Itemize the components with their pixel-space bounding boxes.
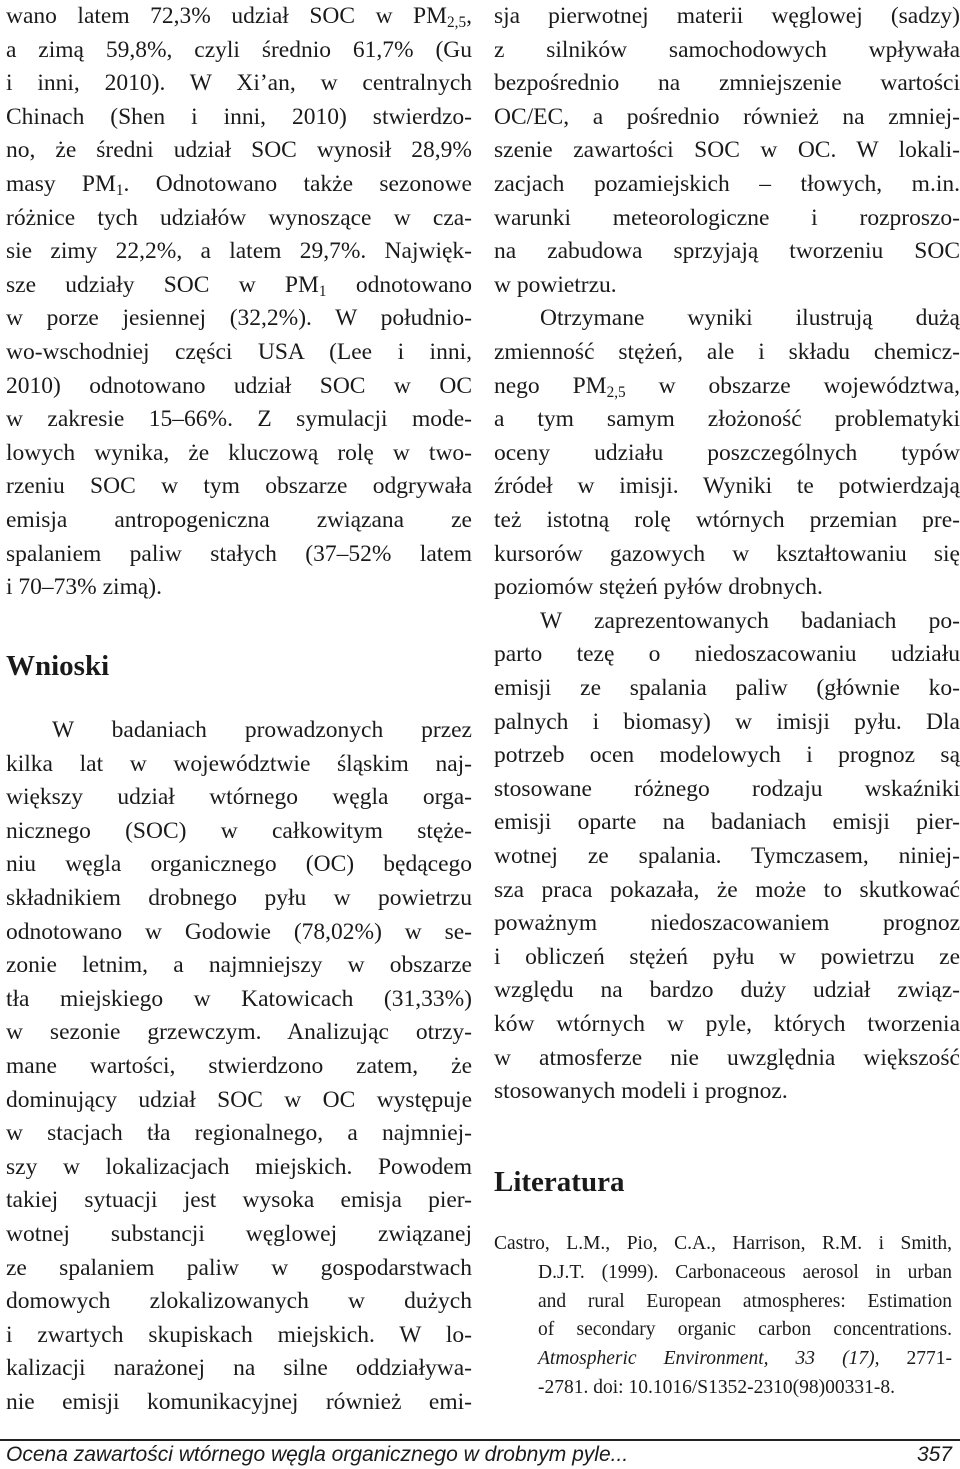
text-line: sie zimy 22,2%, a latem 29,7%. Najwięk-: [6, 238, 472, 265]
text-line: dominujący udział SOC w OC występuje: [6, 1086, 472, 1113]
text-line: emisji oparte na badaniach emisji pier-: [494, 809, 960, 836]
text-line: warunki meteorologiczne i rozproszo-: [494, 204, 960, 231]
text-line: poważnym niedoszacowaniem prognoz: [494, 910, 960, 937]
text-line: emisja antropogeniczna związana ze: [6, 507, 472, 533]
text-line: oceny udziału poszczególnych typów: [494, 439, 960, 466]
text-line: OC/EC, a pośrednio również na zmniej-: [494, 103, 960, 130]
text-line: poziomów stężeń pyłów drobnych.: [494, 574, 823, 601]
text-line: zmienność stężeń, ale i składu chemicz-: [494, 339, 960, 365]
text-line: domowych zlokalizowanych w dużych: [6, 1288, 472, 1315]
text-line: i zwartych skupiskach miejskich. W lo-: [6, 1321, 472, 1348]
text-line: kursorów gazowych w kształtowaniu się: [494, 540, 960, 567]
text-line: i 70–73% zimą).: [6, 574, 162, 601]
text-line: W badaniach prowadzonych przez: [52, 717, 472, 743]
text-line: masy $PM_1$. Odnotowano także sezonowe: [6, 171, 472, 199]
text-line: różnice tych udziałów wynoszące w cza-: [6, 204, 472, 231]
text-line: bezpośrednio na zmniejszenie wartości: [494, 70, 960, 97]
text-line: niu węgla organicznego (OC) będącego: [6, 851, 472, 878]
text-line: sja pierwotnej materii węglowej (sadzy): [494, 3, 960, 29]
text-line: odnotowano w Godowie (78,02%) w se-: [6, 918, 472, 945]
text-line: a tym samym złożoność problematyki: [494, 406, 960, 433]
text-line: w powietrzu.: [494, 271, 617, 298]
running-title: Ocena zawartości wtórnego węgla organicznego w drobnym pyle...: [6, 1443, 629, 1466]
text-line: lowych wynika, że kluczową rolę w two-: [6, 439, 472, 466]
text-line: w stacjach tła regionalnego, a najmniej-: [6, 1120, 472, 1147]
reference-line: Atmospheric Environment, 33 (17), 2771-: [538, 1348, 952, 1370]
text-line: nie emisji komunikacyjnej również emi-: [6, 1389, 472, 1415]
text-line: spalaniem paliw stałych (37–52% latem: [6, 540, 472, 567]
text-line: 2010) odnotowano udział SOC w OC: [6, 372, 472, 399]
text-line: i obliczeń stężeń pyłu w powietrzu ze: [494, 943, 960, 970]
text-line: rzeniu SOC w tym obszarze odgrywała: [6, 473, 472, 500]
text-line: nego $PM_{2,5}$ w obszarze województwa,: [494, 372, 960, 401]
text-line: nicznego (SOC) w całkowitym stęże-: [6, 817, 472, 844]
text-line: sze udziały SOC w $PM_1$ odnotowano: [6, 271, 472, 300]
text-line: a zimą 59,8%, czyli średnio 61,7% (Gu: [6, 36, 472, 63]
reference-line: -2781. doi: 10.1016/S1352-2310(98)00331-8.: [538, 1377, 895, 1398]
reference-line: Castro, L.M., Pio, C.A., Harrison, R.M. i Smith,: [494, 1233, 952, 1254]
text-line: względu na bardzo duży udział związ-: [494, 977, 960, 1004]
text-line: wano latem 72,3% udział SOC w $PM_{2,5}$,: [6, 3, 472, 31]
text-line: Otrzymane wyniki ilustrują dużą: [540, 305, 960, 332]
text-line: składnikiem drobnego pyłu w powietrzu: [6, 885, 472, 911]
text-line: ków wtórnych w pyle, których tworzenia: [494, 1011, 960, 1037]
text-line: z silników samochodowych wpływała: [494, 36, 960, 63]
text-line: tła miejskiego w Katowicach (31,33%): [6, 985, 472, 1012]
reference-line: of secondary organic carbon concentrations.: [538, 1319, 952, 1341]
text-line: W zaprezentowanych badaniach po-: [540, 607, 960, 634]
text-line: wotnej ze spalania. Tymczasem, niniej-: [494, 843, 960, 869]
text-line: w zakresie 15–66%. Z symulacji mode-: [6, 406, 472, 433]
text-line: palnych i biomasy) w imisji pyłu. Dla: [494, 708, 960, 735]
text-line: szy w lokalizacjach miejskich. Powodem: [6, 1153, 472, 1180]
text-line: większy udział wtórnego węgla orga-: [6, 784, 472, 811]
text-line: wotnej substancji węglowej związanej: [6, 1221, 472, 1247]
text-line: szenie zawartości SOC w OC. W lokali-: [494, 137, 960, 164]
text-line: no, że średni udział SOC wynosił 28,9%: [6, 137, 472, 164]
text-line: zonie letnim, a najmniejszy w obszarze: [6, 952, 472, 979]
text-line: kalizacji narażonej na silne oddziaływa-: [6, 1355, 472, 1382]
page-number: 357: [916, 1443, 952, 1466]
text-line: mane wartości, stwierdzono zatem, że: [6, 1053, 472, 1079]
reference-line: and rural European atmospheres: Estimation: [538, 1290, 952, 1312]
text-line: ze spalaniem paliw w gospodarstwach: [6, 1254, 472, 1281]
reference-line: D.J.T. (1999). Carbonaceous aerosol in urban: [538, 1261, 952, 1283]
text-line: źródeł w imisji. Wyniki te potwierdzają: [494, 473, 960, 500]
text-line: sza praca pokazała, że może to skutkować: [494, 876, 960, 903]
text-line: stosowanych modeli i prognoz.: [494, 1078, 788, 1105]
text-line: na zabudowa sprzyjają tworzeniu SOC: [494, 238, 960, 265]
text-line: wo-wschodniej części USA (Lee i inni,: [6, 339, 472, 365]
text-line: kilka lat w województwie śląskim naj-: [6, 750, 472, 777]
text-line: parto tezę o niedoszacowaniu udziału: [494, 641, 960, 668]
text-line: zacjach pozamiejskich – tłowych, m.in.: [494, 171, 960, 197]
text-line: w porze jesiennej (32,2%). W południo-: [6, 305, 472, 332]
text-line: też istotną rolę wtórnych przemian pre-: [494, 507, 960, 533]
text-line: potrzeb ocen modelowych i prognoz są: [494, 742, 960, 769]
text-line: w sezonie grzewczym. Analizując otrzy-: [6, 1019, 472, 1046]
text-line: i inni, 2010). W Xi’an, w centralnych: [6, 70, 472, 97]
text-line: w atmosferze nie uwzględnia większość: [494, 1044, 960, 1071]
section-heading-references: Literatura: [494, 1166, 625, 1198]
section-heading-conclusions: Wnioski: [6, 650, 110, 682]
text-line: takiej sytuacji jest wysoka emisja pier-: [6, 1187, 472, 1214]
text-line: emisji ze spalania paliw (głównie ko-: [494, 675, 960, 701]
text-line: stosowane różnego rodzaju wskaźniki: [494, 775, 960, 802]
text-line: Chinach (Shen i inni, 2010) stwierdzo-: [6, 103, 472, 130]
